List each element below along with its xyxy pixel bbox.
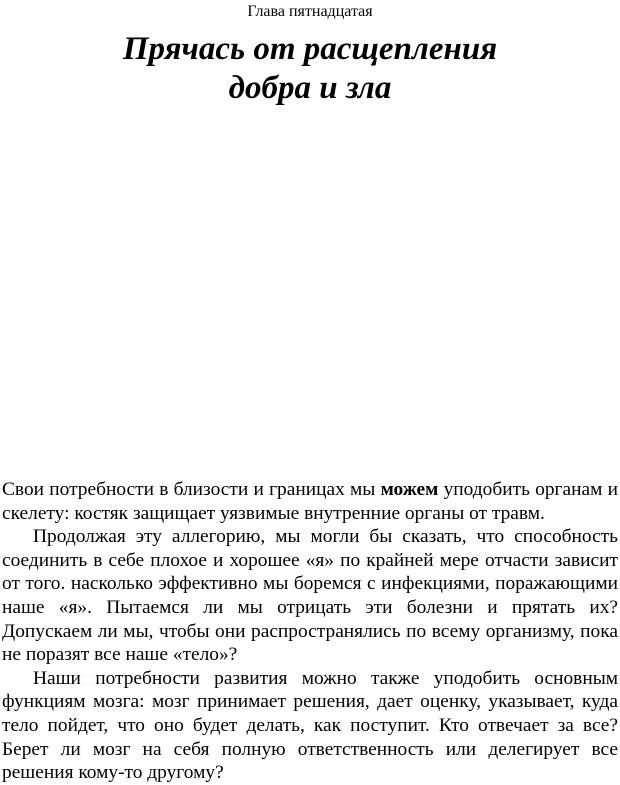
paragraph-2: Продолжая эту аллегорию, мы могли бы сказать, что способность соединить в себе плохое и хорошее «я» по крайней мере отчасти зависит от того. насколько эффективно мы боремся с инфекциями, поражающими наше «я». Пытаемся ли мы отрицать эти болезни и прятать их? Допускаем ли мы, чтобы они распространялись по всему организму, пока не поразят все наше «тело»? [2, 526, 618, 666]
paragraph-1 [2, 478, 618, 525]
paragraph-1-start: Свои потребности в близости и границах мы [2, 479, 381, 500]
chapter-title-line-1: Прячась от расщепления [122, 31, 498, 67]
chapter-title [0, 30, 620, 108]
chapter-number: Глава пятнадцатая [247, 3, 373, 20]
chapter-body [2, 478, 618, 785]
paragraph-3: Наши потребности развития можно также уподобить основным функциям мозга: мозг принимает решения, дает оценку, указывает, куда тело пойдет, что оно будет делать, как поступит. Кто отвечает за все? Берет ли мозг на себя полную ответственность или делегирует все решения кому-то другому? [2, 667, 618, 784]
paragraph-1-end: уподобить органам и скелету: костяк защищает уязвимые внутренние органы от травм. [2, 479, 618, 524]
emphasis-word: можем [380, 479, 439, 500]
chapter-title-line-2: добра и зла [228, 70, 392, 106]
